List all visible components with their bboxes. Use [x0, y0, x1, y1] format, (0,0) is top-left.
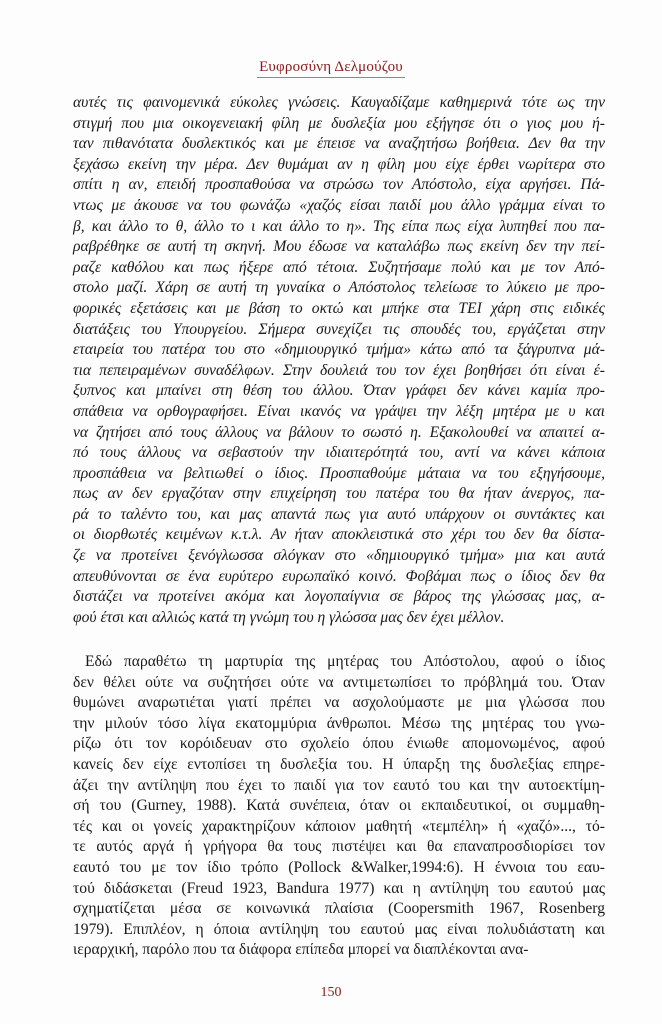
text-line: εταιρεία του πατέρα του στο «δημιουργικό τμήμα» κάτω από τα ξάγρυπνα μά- [73, 341, 605, 359]
text-line: 1979). Επιπλέον, η όποια αντίληψη του εαυτού μας είναι πολυδιάστατη και [73, 920, 605, 938]
text-line: φορικές εξετάσεις και με βάση το οκτώ και μπήκε στα ΤΕΙ χάρη στις ειδικές [73, 299, 605, 317]
text-line: την μιλούν τόσο λίγα εκατομμύρια άνθρωποι. Μέσω της μητέρας του γνω- [73, 714, 605, 732]
text-line: β, και άλλο το θ, άλλο το ι και άλλο το η». Της είπα πως είχα λυπηθεί που πα- [73, 217, 605, 235]
running-header [0, 58, 662, 78]
text-line: ζε να προτείνει ξενόγλωσσα σλόγκαν στο «δημιουργικό τμήμα» μια και αυτά [73, 547, 605, 565]
text-line: να ζητήσει από τους άλλους να βάλουν το σωστό η. Εξακολουθεί να απαιτεί α- [73, 423, 605, 441]
text-line: αυτές τις φαινομενικά εύκολες γνώσεις. Καυγαδίζαμε καθημερινά τότε ως την [73, 94, 605, 111]
text-line: τού διδάσκεται (Freud 1923, Bandura 1977) και η αντίληψη του εαυτού μας [73, 879, 605, 897]
text-line: ταν πιθανότατα δυσλεκτικός και με έπεισε να αναζητήσω βοήθεια. Δεν θα την [73, 135, 605, 153]
author-name: Ευφροσύνη Δελμούζου [257, 59, 405, 78]
text-line: σπάθεια να ορθογραφήσει. Είναι ικανός να γράψει την λέξη μητέρα με υ και [73, 402, 605, 420]
text-line: δεν θέλει ούτε να συζητήσει ούτε να αντιμετωπίσει το πρόβλημά του. Όταν [73, 673, 605, 691]
text-line: ραζε καθόλου και πως ήξερε από τέτοια. Συζητήσαμε πολύ και με τον Από- [73, 258, 605, 276]
text-line: προσπάθεια να βελτιωθεί ο ίδιος. Προσπαθούμε μάταια να του εξηγήσουμε, [73, 464, 605, 482]
text-line: ξεχάσω εκείνη την μέρα. Δεν θυμάμαι αν η φίλη μου είχε έρθει νωρίτερα στο [73, 155, 605, 173]
text-line: σή του (Gurney, 1988). Κατά συνέπεια, όταν οι εκπαιδευτικοί, οι συμμαθη- [73, 797, 605, 815]
text-line: τές και οι γονείς χαρακτηρίζουν κάποιον μαθητή «τεμπέλη» ή «χαζό»..., τό- [73, 817, 605, 835]
text-line: διατάξεις του Υπουργείου. Σήμερα συνεχίζει τις σπουδές του, εργάζεται στην [73, 320, 605, 338]
body-paragraph [73, 652, 605, 961]
text-line: απευθύνονται σε ένα ευρύτερο ευρωπαϊκό κοινό. Φοβάμαι πως ο ίδιος δεν θα [73, 567, 605, 585]
text-line: άζει την αντίληψη που έχει το παιδί για τον εαυτό του και την αυτοεκτίμη- [73, 776, 605, 794]
text-line: Εδώ παραθέτω τη μαρτυρία της μητέρας του Απόστολου, αφού ο ίδιος [85, 653, 605, 670]
text-line: ρά το ταλέντο του, και μας απαντά πως για αυτό υπάρχουν οι συντάκτες και [73, 505, 605, 523]
text-line: διστάζει να προτείνει ακόμα και λογοπαίγνια σε βάρος της γλώσσας μας, α- [73, 588, 605, 606]
text-line: στολο μαζί. Χάρη σε αυτή τη γυναίκα ο Απόστολος τελείωσε το λύκειο με προ- [73, 279, 605, 297]
text-line: ξυπνος και μπαίνει στη θέση του άλλου. Όταν γράφει δεν κάνει καμία προ- [73, 382, 605, 400]
text-line: ρίζω ότι τον κορόιδευαν στο σχολείο όπου ένιωθε απομονωμένος, αφού [73, 735, 605, 753]
text-line: εαυτό του με τον ίδιο τρόπο (Pollock &Walker,1994:6). Η έννοια του εαυ- [73, 858, 605, 876]
text-line: φού έτσι και αλλιώς κατά τη γνώμη του η γλώσσα μας δεν έχει μέλλον. [73, 608, 505, 626]
text-line: ιεραρχική, παρόλο που τα διάφορα επίπεδα μπορεί να διαπλέκονται ανα- [73, 941, 529, 959]
italic-testimony-block [73, 93, 605, 628]
text-line: πό τους άλλους να σεβαστούν την ιδιαιτερότητά του, αντί να κάνει κάποια [73, 444, 605, 462]
text-line: στιγμή που μια οικογενειακή φίλη με δυσλεξία μου εξήγησε ότι ο γιος μου ή- [73, 114, 605, 132]
text-line: θυμώνει αναρωτιέται γιατί πρέπει να ασχολούμαστε με μια γλώσσα που [73, 694, 605, 712]
text-line: οι διορθωτές κειμένων κ.τ.λ. Αν ήταν αποκλειστικά στο χέρι του δεν θα δίστα- [73, 526, 605, 544]
text-line: ντως με άκουσε να του φωνάζω «χαζός είσαι παιδί μου άλλο γράμμα είναι το [73, 196, 605, 214]
text-line: πως αν δεν εργαζόταν στην επιχείρηση του πατέρα του θα ήταν άνεργος, πα- [73, 485, 605, 503]
text-line: τε αυτός αργά ή γρήγορα θα τους πιστέψει και θα επαναπροσδιορίσει τον [73, 838, 605, 856]
page-number: 150 [320, 985, 342, 1000]
text-line: σχηματίζεται μέσα σε κοινωνικά πλαίσια (Coopersmith 1967, Rosenberg [73, 900, 605, 918]
text-line: σπίτι η αν, επειδή προσπαθούσα να στρώσω τον Απόστολο, είχα αργήσει. Πά- [73, 176, 605, 194]
text-line: τια πεπειραμένων συναδέλφων. Στην δουλειά του τον έχει βοηθήσει ότι είναι έ- [73, 361, 605, 379]
text-line: κανείς δεν είχε εντοπίσει τη δυσλεξία του. Η ύπαρξη της δυσλεξίας επηρε- [73, 755, 605, 773]
text-line: ραβρέθηκε σε αυτή τη σκηνή. Μου έδωσε να καταλάβω πως εκείνη δεν την πεί- [73, 238, 605, 256]
